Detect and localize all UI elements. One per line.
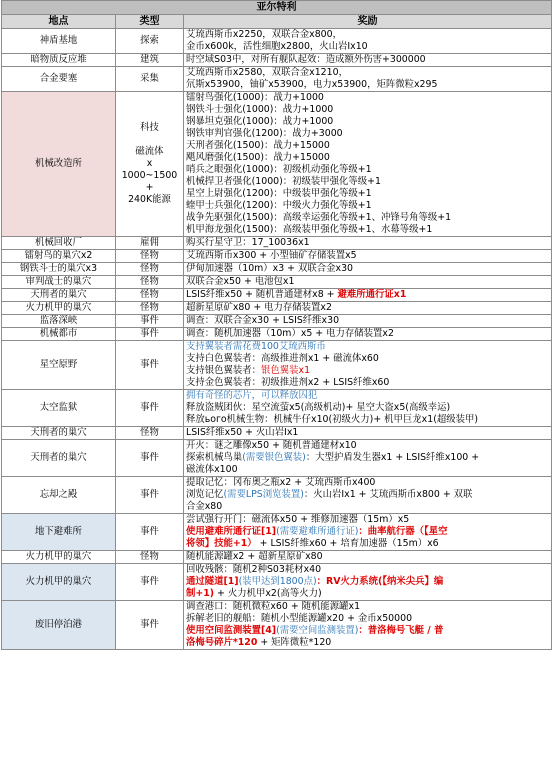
reward-text: 钢暴坦克强化(1000)：战力+1000 xyxy=(186,116,334,127)
reward-line xyxy=(186,613,549,625)
header-reward: 奖励 xyxy=(184,15,552,29)
header-type: 类型 xyxy=(116,15,184,29)
cell-type: 采集 xyxy=(116,67,184,92)
reward-text: 调查：随机加速器（10m）x5 + 电力存储装置x2 xyxy=(186,328,394,339)
reward-line xyxy=(186,601,549,613)
reward-text: 氘斯x53900，铀矿x53900，电力x53900，矩阵微粒x295 xyxy=(186,79,438,90)
reward-line xyxy=(186,224,549,236)
cell-reward xyxy=(184,315,552,328)
cell-location: 审判战士的巢穴 xyxy=(2,276,116,289)
reward-text: 使用避难所通行证[1] xyxy=(186,526,277,537)
reward-text: 开火：谜之雕像x50 + 随机普通建材x10 xyxy=(186,440,357,451)
reward-text: 机甲海龙强化(1500)：高级装甲强化等级+1、水幕等级+1 xyxy=(186,224,433,235)
cell-location: 火力机甲的巢穴 xyxy=(2,302,116,315)
reward-line xyxy=(186,427,549,439)
reward-text: 天刑者强化(1500)：战力+15000 xyxy=(186,140,330,151)
reward-line xyxy=(186,625,549,637)
reward-text: 磁流体x100 xyxy=(186,464,238,475)
cell-reward xyxy=(184,427,552,440)
reward-line xyxy=(186,315,549,327)
reward-line xyxy=(186,140,549,152)
cell-reward xyxy=(184,250,552,263)
reward-text: 浏览记忆 xyxy=(186,489,224,500)
reward-line xyxy=(186,390,549,402)
cell-reward xyxy=(184,551,552,564)
cell-type: 科技 磁流体 x 1000~1500 + 240K能源 xyxy=(116,92,184,237)
header-location: 地点 xyxy=(2,15,116,29)
reward-text: 双联合金x50 + 电池包x1 xyxy=(186,276,295,287)
table-row xyxy=(2,289,552,302)
reward-text: 洛梅号碎片*120 xyxy=(186,637,258,648)
reward-line xyxy=(186,365,549,377)
cell-location: 废旧停泊港 xyxy=(2,601,116,650)
cell-type: 事件 xyxy=(116,564,184,601)
reward-text: 钢铁审判官强化(1200)：战力+3000 xyxy=(186,128,343,139)
reward-line xyxy=(186,250,549,262)
cell-reward xyxy=(184,341,552,390)
reward-text: 钢铁斗士强化(1000)：战力+1000 xyxy=(186,104,334,115)
cell-reward xyxy=(184,29,552,54)
cell-location: 忘却之殿 xyxy=(2,477,116,514)
reward-text: 金币x600k，活性细胞x2800，火山岩Ⅰx10 xyxy=(186,41,368,52)
reward-line xyxy=(186,54,549,66)
cell-type: 怪物 xyxy=(116,289,184,302)
reward-text: 释放盗贼团伙：星空流萤x5(高级机动)+ 星空大盗x5(高级幸运) xyxy=(186,402,451,413)
reward-text: 银色翼装x1 xyxy=(261,365,311,376)
cell-type: 事件 xyxy=(116,601,184,650)
cell-type: 怪物 xyxy=(116,302,184,315)
table-row xyxy=(2,315,552,328)
reward-text: 超新星原矿x80 + 电力存储装置x2 xyxy=(186,302,332,313)
cell-type: 怪物 xyxy=(116,551,184,564)
reward-line xyxy=(186,92,549,104)
reward-line xyxy=(186,514,549,526)
reward-line xyxy=(186,526,549,538)
cell-reward xyxy=(184,564,552,601)
reward-text: 购买行星守卫：17_10036x1 xyxy=(186,237,310,248)
reward-text: LSIS纤维x50 + 火山岩Ⅰx1 xyxy=(186,427,299,438)
reward-text: 艾琉西斯币x300 + 小型铀矿存储装置x5 xyxy=(186,250,357,261)
table-row xyxy=(2,29,552,54)
reward-text: 伊甸加速器（10m）x3 + 双联合金x30 xyxy=(186,263,353,274)
table-row xyxy=(2,92,552,237)
reward-text: 将领】技能+1） xyxy=(186,538,257,549)
reward-line xyxy=(186,464,549,476)
reward-line xyxy=(186,328,549,340)
cell-reward xyxy=(184,289,552,302)
cell-location: 监落深峡 xyxy=(2,315,116,328)
reward-text: 调查港口：随机微粒x60 + 随机能源罐x1 xyxy=(186,601,361,612)
reward-line xyxy=(186,402,549,414)
table-row xyxy=(2,440,552,477)
reward-line xyxy=(186,128,549,140)
cell-reward xyxy=(184,390,552,427)
table-row xyxy=(2,341,552,390)
reward-text: 支持金色翼装者：初级推进剂x2 + LSIS纤维x60 xyxy=(186,377,390,388)
cell-location: 机械回收厂 xyxy=(2,237,116,250)
reward-line xyxy=(186,588,549,600)
cell-reward xyxy=(184,440,552,477)
reward-text: 支持银色翼装者： xyxy=(186,365,262,376)
cell-reward xyxy=(184,237,552,250)
cell-type: 怪物 xyxy=(116,263,184,276)
table-row xyxy=(2,427,552,440)
reward-line xyxy=(186,79,549,91)
cell-type: 事件 xyxy=(116,477,184,514)
reward-text: 回收残骸：随机2种S03耗材x40 xyxy=(186,564,322,575)
table-row xyxy=(2,237,552,250)
table-row xyxy=(2,302,552,315)
cell-reward xyxy=(184,601,552,650)
cell-location: 天刑者的巢穴 xyxy=(2,427,116,440)
reward-line xyxy=(186,440,549,452)
cell-reward xyxy=(184,514,552,551)
reward-line xyxy=(186,116,549,128)
table-row xyxy=(2,54,552,67)
reward-line xyxy=(186,164,549,176)
reward-text: 哨兵之眼强化(1000)：初级机动强化等级+1 xyxy=(186,164,372,175)
cell-reward xyxy=(184,92,552,237)
table-row xyxy=(2,477,552,514)
reward-line xyxy=(186,637,549,649)
cell-location: 暗物质反应堆 xyxy=(2,54,116,67)
reward-text: 合金x80 xyxy=(186,501,223,512)
reward-text: 战争先驱强化(1500)：高级幸运强化等级+1、冲锋号角等级+1 xyxy=(186,212,452,223)
reward-text: 释放ього机械生物：机械牛仔x10(初级火力)+ 机甲巨龙x1(超级装甲) xyxy=(186,414,479,425)
reward-line xyxy=(186,41,549,53)
cell-location: 镭射鸟的巢穴x2 xyxy=(2,250,116,263)
cell-reward xyxy=(184,67,552,92)
reward-text: 蝰甲士兵强化(1200)：中级火力强化等级+1 xyxy=(186,200,372,211)
reward-line xyxy=(186,104,549,116)
reward-line xyxy=(186,377,549,389)
cell-type: 雇佣 xyxy=(116,237,184,250)
table-row xyxy=(2,328,552,341)
reward-text: + 矩阵微粒*120 xyxy=(257,637,332,648)
reward-text: 艾琉西斯币x2580，双联合金x1210， xyxy=(186,67,348,78)
reward-text: + 火力机甲x2(高等火力) xyxy=(214,588,322,599)
reward-text: 星空上尉强化(1200)：中级装甲强化等级+1 xyxy=(186,188,372,199)
table-row xyxy=(2,564,552,601)
reward-line xyxy=(186,489,549,501)
cell-location: 火力机甲的巢穴 xyxy=(2,564,116,601)
reward-text: ：大型护盾发生器x1 + LSIS纤维x100 + xyxy=(305,452,480,463)
cell-reward xyxy=(184,328,552,341)
reward-text: 时空域S03中，对所有舰队起效：造成额外伤害+300000 xyxy=(186,54,426,65)
reward-line xyxy=(186,212,549,224)
reward-line xyxy=(186,276,549,288)
cell-location: 钢铁斗士的巢穴x3 xyxy=(2,263,116,276)
table-row xyxy=(2,276,552,289)
reward-line xyxy=(186,477,549,489)
cell-type: 怪物 xyxy=(116,276,184,289)
reward-text: (需要LPS浏览装置) xyxy=(223,489,304,500)
reward-text: 拆解老旧的舰船：随机小型能源罐x20 + 金币x50000 xyxy=(186,613,413,624)
reward-line xyxy=(186,263,549,275)
cell-location: 地下避难所 xyxy=(2,514,116,551)
reward-line xyxy=(186,302,549,314)
reward-line xyxy=(186,176,549,188)
table-row xyxy=(2,601,552,650)
cell-reward xyxy=(184,302,552,315)
cell-location: 火力机甲的巢穴 xyxy=(2,551,116,564)
cell-type: 事件 xyxy=(116,315,184,328)
reward-text: 机械捍卫者强化(1000)：初级装甲强化等级+1 xyxy=(186,176,381,187)
reward-text: + LSIS纤维x60 + 培育加速器（15m）x6 xyxy=(256,538,439,549)
cell-location: 机械改造所 xyxy=(2,92,116,237)
cell-reward xyxy=(184,276,552,289)
reward-text: 尝试强行开门：磁流体x50 + 维修加速器（15m）x5 xyxy=(186,514,410,525)
reward-line xyxy=(186,551,549,563)
reward-text: (需要银色翼装) xyxy=(242,452,306,463)
rewards-table xyxy=(1,0,552,650)
table-row xyxy=(2,67,552,92)
reward-text: 通过隧道[1] xyxy=(186,576,239,587)
cell-location: 星空原野 xyxy=(2,341,116,390)
reward-line xyxy=(186,188,549,200)
reward-text: 艾琉西斯币x2250，双联合金x800， xyxy=(186,29,342,40)
cell-location: 神盾基地 xyxy=(2,29,116,54)
cell-type: 怪物 xyxy=(116,250,184,263)
table-row xyxy=(2,263,552,276)
cell-location: 太空监狱 xyxy=(2,390,116,427)
cell-type: 事件 xyxy=(116,440,184,477)
reward-text: 飓风磨强化(1500)：战力+15000 xyxy=(186,152,330,163)
reward-line xyxy=(186,564,549,576)
reward-text: ：RV火力系统(【纳米尖兵】编 xyxy=(316,576,444,587)
cell-type: 探索 xyxy=(116,29,184,54)
table-row xyxy=(2,551,552,564)
reward-line xyxy=(186,538,549,550)
cell-reward xyxy=(184,54,552,67)
reward-text: 镭射鸟强化(1000)：战力+1000 xyxy=(186,92,324,103)
cell-type: 怪物 xyxy=(116,427,184,440)
cell-reward xyxy=(184,477,552,514)
reward-text: 避难所通行证x1 xyxy=(337,289,407,300)
page-title: 亚尔特利 xyxy=(2,1,552,15)
cell-type: 事件 xyxy=(116,328,184,341)
reward-text: 拥有奇怪的芯片，可以释放囚犯 xyxy=(186,390,318,401)
reward-text: ：火山岩Ⅰx1 + 艾琉西斯币x800 + 双联 xyxy=(303,489,473,500)
reward-text: 制+1) xyxy=(186,588,215,599)
cell-type: 事件 xyxy=(116,341,184,390)
reward-line xyxy=(186,452,549,464)
reward-text: 调查：双联合金x30 + LSIS纤维x30 xyxy=(186,315,340,326)
reward-text: (需要避难所通行证) xyxy=(276,526,359,537)
reward-text: 随机能源罐x2 + 超新星原矿x80 xyxy=(186,551,323,562)
cell-location: 机械都市 xyxy=(2,328,116,341)
reward-line xyxy=(186,289,549,301)
table-row xyxy=(2,390,552,427)
reward-line xyxy=(186,353,549,365)
reward-line xyxy=(186,576,549,588)
reward-text: ：曲率航行器（【星空 xyxy=(358,526,448,537)
cell-location: 天刑者的巢穴 xyxy=(2,289,116,302)
table-row xyxy=(2,250,552,263)
reward-line xyxy=(186,237,549,249)
reward-line xyxy=(186,29,549,41)
reward-line xyxy=(186,200,549,212)
reward-text: LSIS纤维x50 + 随机普通建材x8 + xyxy=(186,289,338,300)
reward-text: 支持白色翼装者：高级推进剂x1 + 磁流体x60 xyxy=(186,353,379,364)
reward-text: 探索机械鸟巢 xyxy=(186,452,243,463)
reward-text: ：普洛梅号飞艇 / 普 xyxy=(358,625,444,636)
table-row xyxy=(2,514,552,551)
reward-text: 支持翼装者需花费100艾琉西斯币 xyxy=(186,341,326,352)
cell-type: 事件 xyxy=(116,514,184,551)
reward-text: (装甲达到1800点) xyxy=(238,576,317,587)
cell-location: 天刑者的巢穴 xyxy=(2,440,116,477)
reward-line xyxy=(186,341,549,353)
reward-text: 使用空间监测装置[4] xyxy=(186,625,277,636)
cell-reward xyxy=(184,263,552,276)
reward-line xyxy=(186,414,549,426)
reward-line xyxy=(186,152,549,164)
reward-line xyxy=(186,67,549,79)
cell-type: 建筑 xyxy=(116,54,184,67)
reward-text: (需要空间监测装置) xyxy=(276,625,359,636)
cell-type: 事件 xyxy=(116,390,184,427)
reward-text: 提取记忆：冈布奥之瓶x2 + 艾琉西斯币x400 xyxy=(186,477,376,488)
cell-location: 合金要塞 xyxy=(2,67,116,92)
reward-line xyxy=(186,501,549,513)
